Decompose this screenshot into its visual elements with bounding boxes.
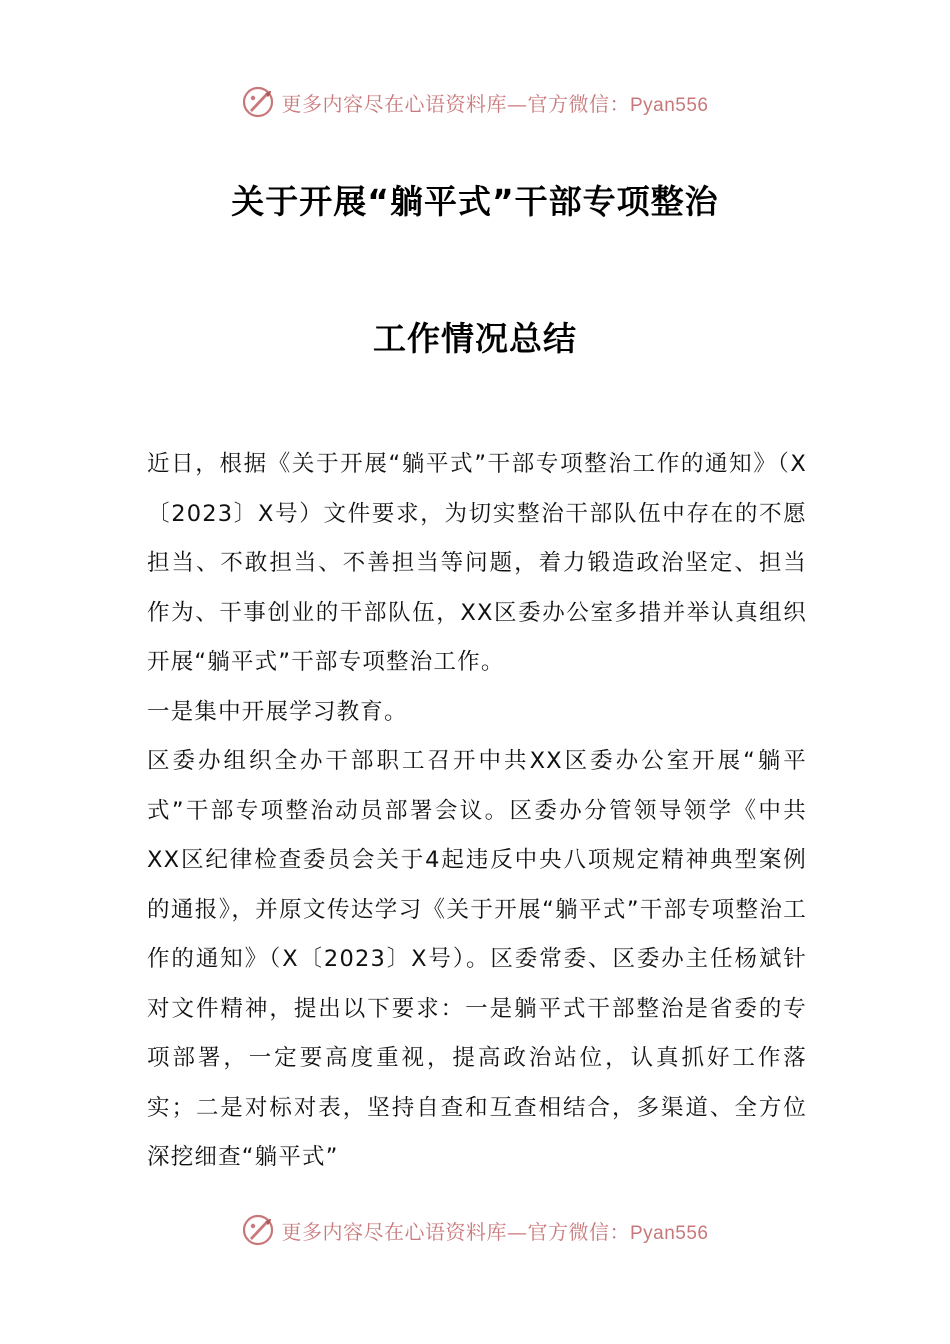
body-paragraph-intro: 近日，根据《关于开展“躺平式”干部专项整治工作的通知》（X〔2023〕X号）文件要求，为切实整治干部队伍中存在的不愿担当、不敢担当、不善担当等问题，着力锻造政治坚定、担当作为、干事创业的干部队伍，XX区委办公室多措并举认真组织开展“躺平式”干部专项整治工作。 — [147, 451, 807, 675]
quill-logo-icon — [241, 1213, 275, 1247]
document-title-line-2: 工作情况总结 — [373, 319, 577, 358]
document-body — [147, 440, 807, 1183]
quill-logo-icon — [241, 85, 275, 119]
document-title-line-1: 关于开展“躺平式”干部专项整治 — [231, 182, 719, 221]
body-paragraph-study: 区委办组织全办干部职工召开中共XX区委办公室开展“躺平式”干部专项整治动员部署会议。区委办分管领导领学《中共XX区纪律检查委员会关于4起违反中央八项规定精神典型案例的通报》，并原文传达学习《关于开展“躺平式”干部专项整治工作的通知》（X〔2023〕X号）。区委常委、区委办主任杨斌针对文件精神，提出以下要求：一是躺平式干部整治是省委的专项部署，一定要高度重视，提高政治站位，认真抓好工作落实；二是对标对表，坚持自查和互查相结合，多渠道、全方位深挖细查“躺平式” — [147, 748, 807, 1170]
watermark-footer — [0, 1210, 950, 1250]
watermark-text: 更多内容尽在心语资料库—官方微信：Pyan556 — [281, 1219, 709, 1244]
body-paragraph-heading-1: 一是集中开展学习教育。 — [147, 698, 408, 725]
watermark-header — [0, 82, 950, 122]
watermark-text: 更多内容尽在心语资料库—官方微信：Pyan556 — [281, 91, 709, 116]
